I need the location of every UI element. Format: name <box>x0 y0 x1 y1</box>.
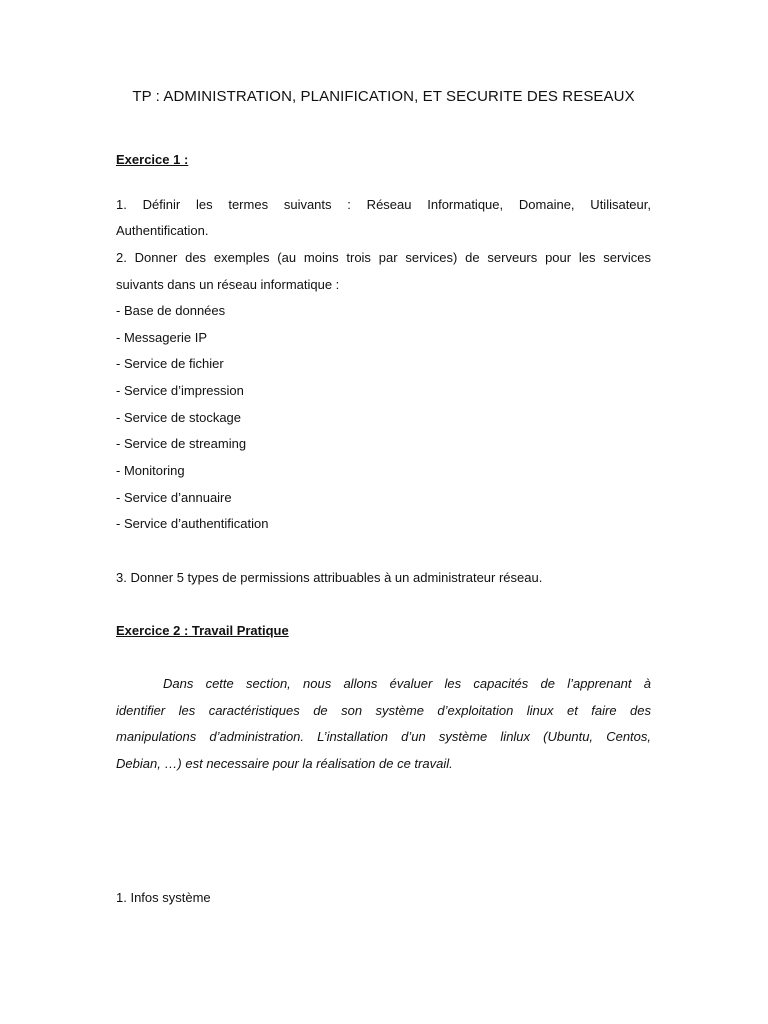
service-list-item: - Service d’authentification <box>116 516 269 531</box>
service-list-item: - Monitoring <box>116 463 185 478</box>
exercice1-question2-line2: suivants dans un réseau informatique : <box>116 277 340 292</box>
intro-line: manipulations d’administration. L’installation d’un système linlux (Ubuntu, Centos, <box>116 729 651 745</box>
exercice1-question1-line1: 1. Définir les termes suivants : Réseau Informatique, Domaine, Utilisateur, <box>116 197 651 212</box>
intro-line: Debian, …) est necessaire pour la réalisation de ce travail. <box>116 756 453 772</box>
exercice1-question2-line1: 2. Donner des exemples (au moins trois par services) de serveurs pour les services <box>116 250 651 265</box>
service-list-item: - Service de fichier <box>116 356 224 371</box>
exercice2-intro-paragraph <box>116 671 651 778</box>
exercice2-heading: Exercice 2 : Travail Pratique <box>116 623 289 638</box>
exercice1-question1-line2: Authentification. <box>116 223 209 238</box>
service-list-item: - Service de stockage <box>116 410 242 425</box>
service-list-item: - Service de streaming <box>116 436 247 451</box>
document-title: TP : ADMINISTRATION, PLANIFICATION, ET SECURITE DES RESEAUX <box>132 88 635 105</box>
intro-line: identifier les caractéristiques de son système d’exploitation linux et faire des <box>116 702 651 718</box>
exercice1-heading: Exercice 1 : <box>116 152 189 167</box>
exercice1-question3: 3. Donner 5 types de permissions attribuables à un administrateur réseau. <box>116 570 543 585</box>
service-list-item: - Messagerie IP <box>116 330 208 345</box>
service-list-item: - Service d’impression <box>116 383 244 398</box>
section-infos-systeme: 1. Infos système <box>116 890 211 905</box>
service-list-item: - Service d’annuaire <box>116 490 232 505</box>
intro-line: Dans cette section, nous allons évaluer les capacités de l’apprenant à <box>163 676 651 691</box>
service-list-item: - Base de données <box>116 303 226 318</box>
